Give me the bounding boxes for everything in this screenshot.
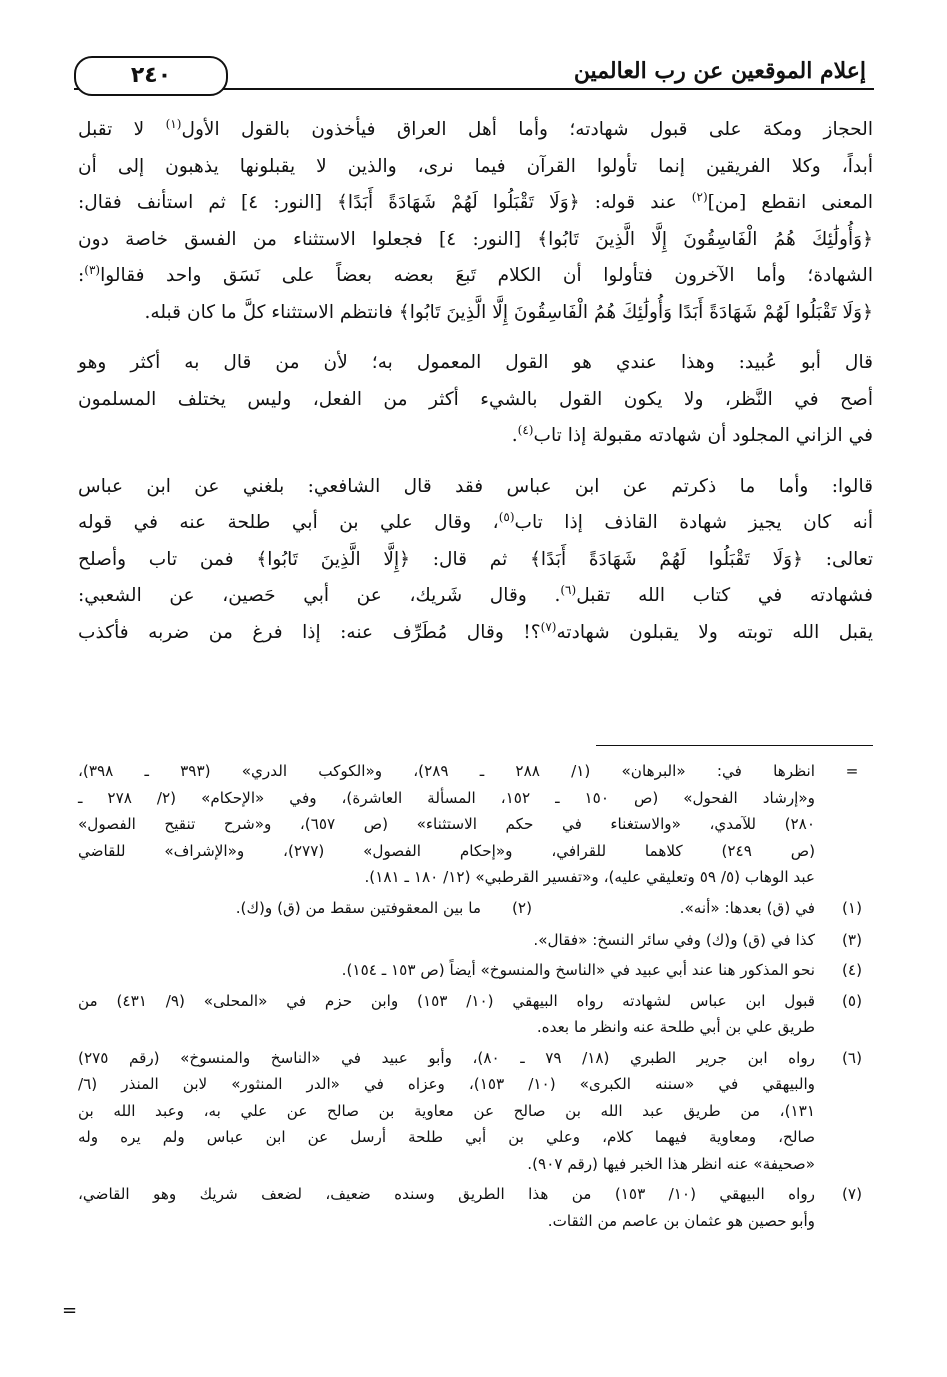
footnote-line: كذا في (ق) و(ك) وفي سائر النسخ: «فقال». [533,930,815,949]
footnote-number: (٢) [511,898,533,917]
footnote-number: (٦) [841,1048,863,1067]
footnote-line: نحو المذكور هنا عند أبي عبيد في «الناسخ والمنسوخ» أيضاً (ص ١٥٣ ـ ١٥٤). [341,961,815,979]
text-line: قال أبو عُبيد: وهذا عندي هو القول المعمول به؛ لأن من قال به أكثر وهو [78,352,873,373]
text-line: في الزاني المجلود أن شهادته مقبولة إذا تاب$^{(٤)}$. [511,422,873,446]
footnote-line: ١٣١)، من طريق عبد الله بن صالح عن معاوية بن صالح عن علي به، وعبد الله بن [78,1101,815,1120]
footnote-5 [78,988,873,1041]
continuation-mark: = [845,762,859,780]
text-line: أصح في النَّظر، ولا يكون القول بالشيء أكثر من الفعل، وليس يختلف المسلمون [78,388,873,410]
footnote-ref: (٤) [517,422,534,437]
footnote-number: (٥) [841,991,863,1010]
footnote-line: (ص ٢٤٩) كلاهما للقرافي، و«إحكام الفصول» (٢٧٧)، و«الإشراف» للقاضي [78,841,815,860]
footnote-separator [596,745,873,746]
running-title: إعلام الموقعين عن رب العالمين [573,58,866,84]
footnotes-1-2 [78,895,873,925]
footnotes [78,758,873,1238]
footnote-ref: (٥) [498,509,515,524]
text-line: قالوا: وأما ما ذكرتم عن ابن عباس فقد قال الشافعي: بلغني عن ابن عباس [78,475,873,497]
footnote-line: طريق علي بن أبي طلحة عنه وانظر ما بعده. [536,1018,815,1036]
paragraph-2 [78,345,873,455]
footnote-ref: (٦) [560,582,577,597]
footnote-ref: (٢) [691,189,708,204]
text-line: ﴿وَلَا تَقْبَلُوا لَهُمْ شَهَادَةً أَبَدًا وَأُولَٰئِكَ هُمُ الْفَاسِقُونَ إِلَّا الَّذِينَ تَابُوا﴾ فانتظم الاستثناء كلَّ ما كان قبله. [144,301,873,323]
text-line: أبداً، وكلا الفريقين إنما تأولوا القرآن فيما نرى، والذين لا يقبلونها يذهبون إلى أن [78,155,873,177]
footnote-line: عبد الوهاب (٥/ ٥٩ وتعليقي عليه)، و«تفسير القرطبي» (١٢/ ١٨٠ ـ ١٨١). [364,868,815,886]
text-line: أنه كان يجيز شهادة القاذف إذا تاب$^{(٥)}$، وقال علي بن أبي طلحة عنه في قوله [78,509,873,533]
footnote-line: قبول ابن عباس لشهادته رواه البيهقي (١٠/ ١٥٣) وابن حزم في «المحلى» (٩/ ٤٣١) من [78,991,816,1010]
footnote-line: وأبو حصين هو عثمان بن عاصم من الثقات. [547,1211,815,1230]
footnote-4 [78,957,873,984]
text-line: فشهادته في كتاب الله تقبل$^{(٦)}$. وقال شَريك، عن أبي حَصين، عن الشعبي: [78,582,873,606]
footnote-line: ٢٨٠) للآمدي، «والاستغناء في حكم الاستثناء» (ص ٦٥٧)، و«شرح تنقيح الفصول» [78,815,815,833]
footnote-line: والبيهقي في «سننه الكبرى» (١٠/ ١٥٣)، وعزاه في «الدر المنثور» لابن المنذر (٦/ [78,1075,815,1093]
footnote-6 [78,1045,873,1178]
text-line: الشهادة؛ وأما الآخرون فتأولوا أن الكلام تَبعَ بعضه بعضاً على نَسَق واحد فقالوا$^{(٣)}$: [78,262,873,286]
page-number: ٢٤٠ [74,56,228,96]
paragraph-1 [78,112,873,331]
footnote-continuation [78,758,873,891]
text-line: تعالى: ﴿وَلَا تَقْبَلُوا لَهُمْ شَهَادَةً أَبَدًا﴾ ثم قال: ﴿إِلَّا الَّذِينَ تَابُوا﴾ فمن تاب وأصلح [78,548,873,570]
footnote-ref: (١) [165,116,182,131]
footnote-2: ما بين المعقوفتين سقط من (ق) و(ك). [235,898,481,917]
footnote-line: «صحيفة» عنه انظر هذا الخبر فيها (رقم ٩٠٧). [527,1154,815,1173]
footnote-7 [78,1181,873,1234]
end-continuation-mark: = [62,1300,78,1321]
footnote-line: رواه البيهقي (١٠/ ١٥٣) من هذا الطريق وسنده ضعيف، لضعف شريك وهو القاضي، [78,1185,815,1203]
text-line: يقبل الله توبته ولا يقبلون شهادته$^{(٧)}$؟! وقال مُطَرِّف عنه: إذا فرغ من ضربه فأكذب [78,619,873,643]
paragraph-3 [78,469,873,652]
footnote-line: رواه ابن جرير الطبري (١٨/ ٧٩ ـ ٨٠)، وأبو عبيد في «الناسخ والمنسوخ» (رقم ٢٧٥) [78,1048,816,1067]
footnote-1: في (ق) بعدها: «أنه». [679,898,815,917]
main-text [78,112,873,651]
text-line: الحجاز ومكة على قبول شهادته؛ وأما أهل العراق فيأخذون بالقول الأول$^{(١)}$ لا تقبل [78,116,873,140]
text-line: ﴿وَأُولَٰئِكَ هُمُ الْفَاسِقُونَ إِلَّا الَّذِينَ تَابُوا﴾ [النور: ٤] فجعلوا الاستثناء من الفسق خاصة دون [78,228,873,250]
page-header [74,54,874,94]
footnote-ref: (٧) [540,619,557,634]
footnote-ref: (٣) [84,262,101,277]
footnote-3 [78,927,873,954]
footnote-number: (٧) [841,1185,863,1203]
text-line: المعنى انقطع [من]$^{(٢)}$ عند قوله: ﴿وَلَا تَقْبَلُوا لَهُمْ شَهَادَةً أَبَدًا﴾ [النور: ٤] ثم استأنف فقال: [78,189,873,213]
footnote-line: انظرها في: «البرهان» (١/ ٢٨٨ ـ ٢٨٩)، و«الكوكب الدري» (٣٩٣ ـ ٣٩٨)، [78,762,816,780]
footnote-number: (٤) [841,961,863,979]
footnote-line: صالح، ومعاوية فيهما كلام، وعلي بن أبي طلحة أرسل عن ابن عباس ولم يره وله [78,1128,815,1146]
footnote-line: و«إرشاد الفحول» (ص ١٥٠ ـ ١٥٢، المسألة العاشرة)، وفي «الإحكام» (٢/ ٢٧٨ ـ [78,788,815,807]
footnote-number: (١) [841,898,863,917]
footnote-number: (٣) [841,930,863,949]
